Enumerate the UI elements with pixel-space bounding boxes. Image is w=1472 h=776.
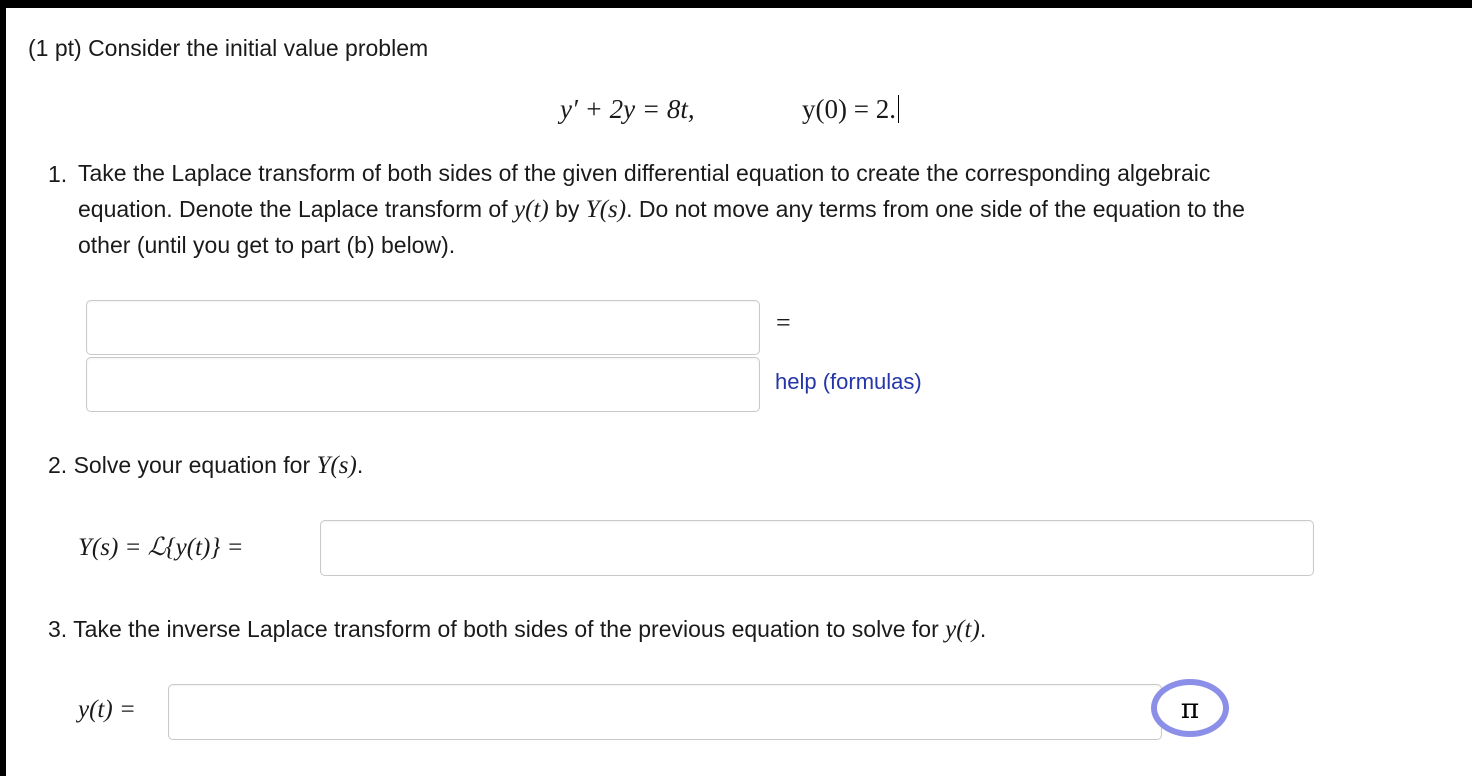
pi-equation-editor-button[interactable] [1151,679,1229,737]
step3-text: Take the inverse Laplace transform of both sides of the previous equation to solve for [73,616,946,642]
ivp-equation [560,94,695,125]
step1-equals-sign: = [776,308,791,337]
step3-y-of-t: y(t) [945,616,980,643]
ivp-equation-text: y′ + 2y = 8t, [560,94,695,124]
step2-prompt [48,447,363,484]
step1-line3: other (until you get to part (b) below). [78,232,456,258]
laplace-lhs-input[interactable] [87,301,759,354]
step3-prompt [48,611,986,648]
laplace-rhs-box [86,357,760,412]
y-of-t-math: y(t) [514,196,549,223]
step3-number: 3. [48,616,68,642]
step3-label: y(t) = [78,696,136,723]
Ys-answer-box [320,520,1314,576]
step1-by: by [548,196,586,222]
laplace-lhs-box [86,300,760,355]
step2-Y-of-s: Y(s) [316,452,357,479]
step2-number: 2. [48,452,68,478]
step1-line2 [78,191,1245,228]
step1-line2-pre: equation. Denote the Laplace transform of [78,196,515,222]
step1-line1: Take the Laplace transform of both sides of the given differential equation to create the corresponding algebraic [78,160,1211,186]
Y-of-s-math: Y(s) [585,196,627,223]
step2-label: Y(s) = ℒ{y(t)} = [78,534,244,561]
text-cursor [898,95,899,123]
step1-number: 1. [48,161,68,187]
step3-period: . [979,616,987,642]
laplace-rhs-input[interactable] [87,358,759,411]
Ys-answer-input[interactable] [321,521,1313,575]
problem-intro: (1 pt) Consider the initial value problem [28,35,429,61]
yt-answer-box [168,684,1162,740]
help-formulas-link[interactable]: help (formulas) [775,369,922,394]
step2-period: . [356,452,364,478]
step2-text: Solve your equation for [73,452,317,478]
step1-line2-post: . Do not move any terms from one side of the equation to the [626,196,1245,222]
ivp-initial-condition-text: y(0) = 2. [802,94,896,124]
yt-answer-input[interactable] [169,685,1161,739]
pi-icon: π [1180,691,1200,725]
ivp-initial-condition [802,94,899,125]
